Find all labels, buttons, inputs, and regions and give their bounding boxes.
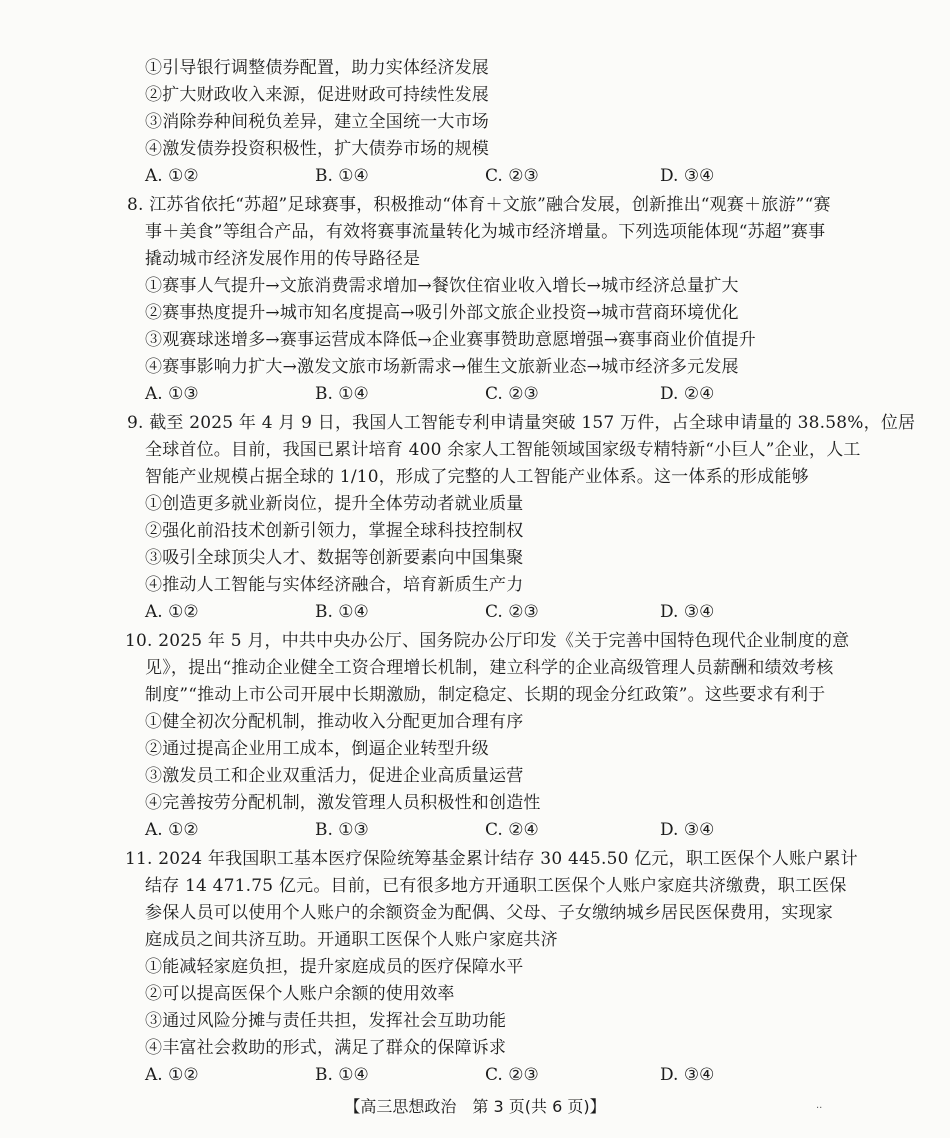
- q11-choice-b: B. ①④: [315, 1065, 369, 1085]
- q9-stem-line-1: 9. 截至 2025 年 4 月 9 日，我国人工智能专利申请量突破 157 万件，占全球申请量的 38.58%，位居: [127, 413, 916, 433]
- q10-stem-line-1: 10. 2025 年 5 月，中共中央办公厅、国务院办公厅印发《关于完善中国特色现代企业制度的意: [125, 631, 850, 651]
- q11-option-3: ③通过风险分摊与责任共担，发挥社会互助功能: [145, 1011, 507, 1031]
- q9-choices: [145, 600, 825, 624]
- q9-choice-c: C. ②③: [485, 602, 539, 622]
- q7-option-1: ①引导银行调整债券配置，助力实体经济发展: [145, 58, 489, 78]
- q8-choice-b: B. ①④: [315, 384, 369, 404]
- q10-option-2: ②通过提高企业用工成本，倒逼企业转型升级: [145, 739, 489, 759]
- q10-choice-c: C. ②④: [485, 820, 539, 840]
- q11-choice-d: D. ③④: [660, 1065, 715, 1085]
- q8-choices: [145, 382, 825, 406]
- q11-choice-a: A. ①②: [145, 1065, 199, 1085]
- corner-mark: ..: [816, 1100, 823, 1111]
- q10-option-4: ④完善按劳分配机制，激发管理人员积极性和创造性: [145, 793, 541, 813]
- q10-option-1: ①健全初次分配机制，推动收入分配更加合理有序: [145, 712, 524, 732]
- q7-option-4: ④激发债券投资积极性，扩大债券市场的规模: [145, 139, 489, 159]
- q10-choice-d: D. ③④: [660, 820, 715, 840]
- q8-stem-line-1: 8. 江苏省依托“苏超”足球赛事，积极推动“体育＋文旅”融合发展，创新推出“观赛＋旅游”“赛: [127, 195, 831, 215]
- q11-choices: [145, 1063, 825, 1087]
- q8-choice-c: C. ②③: [485, 384, 539, 404]
- q11-stem-line-4: 庭成员之间共济互助。开通职工医保个人账户家庭共济: [145, 930, 558, 950]
- q8-choice-d: D. ②④: [660, 384, 715, 404]
- q11-choice-c: C. ②③: [485, 1065, 539, 1085]
- q10-choices: [145, 818, 825, 842]
- q8-option-3: ③观赛球迷增多→赛事运营成本降低→企业赛事赞助意愿增强→赛事商业价值提升: [145, 330, 756, 350]
- q8-option-1: ①赛事人气提升→文旅消费需求增加→餐饮住宿业收入增长→城市经济总量扩大: [145, 276, 739, 296]
- q9-option-4: ④推动人工智能与实体经济融合，培育新质生产力: [145, 575, 524, 595]
- q10-stem-line-2: 见》，提出“推动企业健全工资合理增长机制，建立科学的企业高级管理人员薪酬和绩效考核: [145, 658, 834, 678]
- q9-choice-d: D. ③④: [660, 602, 715, 622]
- q8-choice-a: A. ①③: [145, 384, 199, 404]
- q10-choice-a: A. ①②: [145, 820, 199, 840]
- q7-choice-b: B. ①④: [315, 166, 369, 186]
- q11-option-4: ④丰富社会救助的形式，满足了群众的保障诉求: [145, 1038, 507, 1058]
- q7-choice-c: C. ②③: [485, 166, 539, 186]
- q9-stem-line-2: 全球首位。目前，我国已累计培育 400 余家人工智能领域国家级专精特新“小巨人”企业，人工: [145, 440, 861, 460]
- q11-stem-line-1: 11. 2024 年我国职工基本医疗保险统筹基金累计结存 30 445.50 亿元，职工医保个人账户累计: [125, 849, 858, 869]
- q7-choice-a: A. ①②: [145, 166, 199, 186]
- q8-stem-line-3: 撬动城市经济发展作用的传导路径是: [145, 249, 421, 269]
- q7-choice-d: D. ③④: [660, 166, 715, 186]
- q9-option-3: ③吸引全球顶尖人才、数据等创新要素向中国集聚: [145, 548, 524, 568]
- q9-choice-b: B. ①④: [315, 602, 369, 622]
- q8-stem-line-2: 事＋美食”等组合产品，有效将赛事流量转化为城市经济增量。下列选项能体现“苏超”赛事: [145, 222, 826, 242]
- q7-choices: [145, 164, 825, 188]
- q9-stem-line-3: 智能产业规模占据全球的 1/10，形成了完整的人工智能产业体系。这一体系的形成能够: [145, 467, 809, 487]
- page-footer: 【高三思想政治 第 3 页(共 6 页)】: [344, 1097, 606, 1116]
- q9-choice-a: A. ①②: [145, 602, 199, 622]
- q10-stem-line-3: 制度”“推动上市公司开展中长期激励，制定稳定、长期的现金分红政策”。这些要求有利于: [145, 685, 826, 705]
- q11-stem-line-2: 结存 14 471.75 亿元。目前，已有很多地方开通职工医保个人账户家庭共济缴费，职工医保: [145, 876, 847, 896]
- q10-choice-b: B. ①③: [315, 820, 369, 840]
- q8-option-4: ④赛事影响力扩大→激发文旅市场新需求→催生文旅新业态→城市经济多元发展: [145, 357, 739, 377]
- q9-option-2: ②强化前沿技术创新引领力，掌握全球科技控制权: [145, 521, 524, 541]
- q8-option-2: ②赛事热度提升→城市知名度提高→吸引外部文旅企业投资→城市营商环境优化: [145, 303, 739, 323]
- q7-option-3: ③消除券种间税负差异，建立全国统一大市场: [145, 112, 489, 132]
- q11-option-1: ①能减轻家庭负担，提升家庭成员的医疗保障水平: [145, 957, 524, 977]
- q7-option-2: ②扩大财政收入来源，促进财政可持续性发展: [145, 85, 489, 105]
- q10-option-3: ③激发员工和企业双重活力，促进企业高质量运营: [145, 766, 524, 786]
- q11-option-2: ②可以提高医保个人账户余额的使用效率: [145, 984, 455, 1004]
- q11-stem-line-3: 参保人员可以使用个人账户的余额资金为配偶、父母、子女缴纳城乡居民医保费用，实现家: [145, 903, 833, 923]
- q9-option-1: ①创造更多就业新岗位，提升全体劳动者就业质量: [145, 494, 524, 514]
